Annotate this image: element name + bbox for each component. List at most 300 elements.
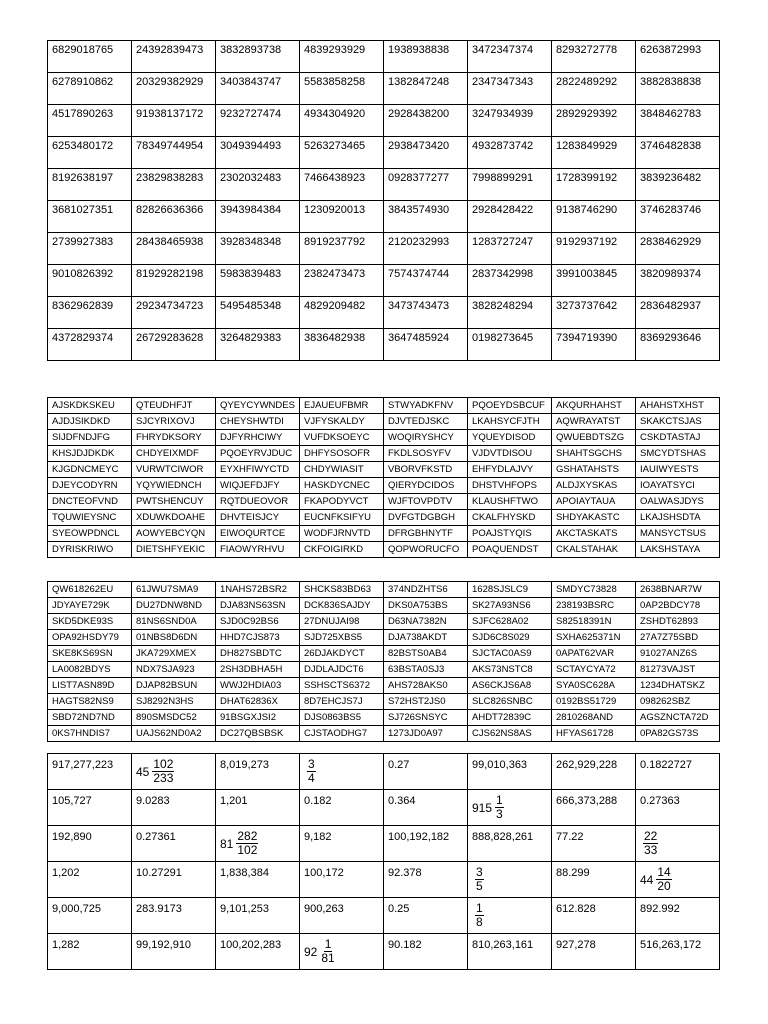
table-cell: DFRGBHNYTF <box>384 526 468 542</box>
table-cell: DYRISKRIWO <box>48 542 132 558</box>
fraction-denominator: 102 <box>237 843 258 857</box>
fraction-whole: 45 <box>136 764 150 779</box>
table-cell: 0.25 <box>384 898 468 934</box>
table-cell: JKA729XMEX <box>132 646 216 662</box>
table-cell: CHDYWIASIT <box>300 462 384 478</box>
table-cell: 2938473420 <box>384 137 468 169</box>
table-cell: 1728399192 <box>552 169 636 201</box>
table-row <box>48 598 720 614</box>
fraction <box>152 758 174 785</box>
table-cell: 4372829374 <box>48 329 132 361</box>
table-row <box>48 137 720 169</box>
table-cell: CHEYSHWTDI <box>216 414 300 430</box>
table-cell: LKAHSYCFJTH <box>468 414 552 430</box>
table-cell: 3836482938 <box>300 329 384 361</box>
table-cell: SBD72ND7ND <box>48 710 132 726</box>
table-cell: 3049394493 <box>216 137 300 169</box>
table-cell: QTEUDHFJT <box>132 398 216 414</box>
table-cell: EJAUEUFBMR <box>300 398 384 414</box>
table-cell: 105,727 <box>48 790 132 826</box>
table-cell: 892.992 <box>636 898 720 934</box>
mixed-fraction <box>136 758 174 785</box>
table-row <box>48 398 720 414</box>
fraction-numerator: 3 <box>308 757 315 771</box>
table-cell: 2836482937 <box>636 297 720 329</box>
table-cell: 0.27 <box>384 754 468 790</box>
table-cell <box>636 826 720 862</box>
table-cell: 0AP2BDCY78 <box>636 598 720 614</box>
table-cell: 5983839483 <box>216 265 300 297</box>
table-cell: HFYAS61728 <box>552 726 636 742</box>
table-cell: AOWYEBCYQN <box>132 526 216 542</box>
table-cell: 1382847248 <box>384 73 468 105</box>
table-cell <box>300 934 384 970</box>
table-cell: SMDYC73828 <box>552 582 636 598</box>
fraction-whole: 81 <box>220 836 234 851</box>
mixed-fraction <box>220 830 258 857</box>
table-cell: 3273737642 <box>552 297 636 329</box>
table-row <box>48 694 720 710</box>
table-cell: 374NDZHTS6 <box>384 582 468 598</box>
table-cell: SCTAYCYA72 <box>552 662 636 678</box>
table-cell: STWYADKFNV <box>384 398 468 414</box>
table-row <box>48 462 720 478</box>
table-cell: DIETSHFYEKIC <box>132 542 216 558</box>
table-cell <box>636 862 720 898</box>
table-cell: 2810268AND <box>552 710 636 726</box>
table-cell: D63NA7382N <box>384 614 468 630</box>
table-cell: 5583858258 <box>300 73 384 105</box>
table-cell: 0APAT62VAR <box>552 646 636 662</box>
fraction-denominator: 4 <box>308 771 315 785</box>
table-row <box>48 446 720 462</box>
table-cell: SJ8292N3HS <box>132 694 216 710</box>
table-cell: YQYWIEDNCH <box>132 478 216 494</box>
table-cell: 6263872993 <box>636 41 720 73</box>
table-cell: APOIAYTAUA <box>552 494 636 510</box>
table-row <box>48 494 720 510</box>
table-cell: DKS0A753BS <box>384 598 468 614</box>
table-cell: 10.27291 <box>132 862 216 898</box>
table-cell: S72HST2JS0 <box>384 694 468 710</box>
table-cell: 1938938838 <box>384 41 468 73</box>
table-cell: SYA0SC628A <box>552 678 636 694</box>
fraction <box>495 794 504 821</box>
table-cell: 26DJAKDYCT <box>300 646 384 662</box>
table-cell: 0928377277 <box>384 169 468 201</box>
table-cell: 61JWU7SMA9 <box>132 582 216 598</box>
table-cell: AS6CKJS6A8 <box>468 678 552 694</box>
table-cell: 3843574930 <box>384 201 468 233</box>
table-row <box>48 710 720 726</box>
table-cell: 4932873742 <box>468 137 552 169</box>
table-cell: 7394719390 <box>552 329 636 361</box>
table-row <box>48 201 720 233</box>
table-cell: 77.22 <box>552 826 636 862</box>
table-cell: 2838462929 <box>636 233 720 265</box>
table-cell: AGSZNCTA72D <box>636 710 720 726</box>
table-row <box>48 169 720 201</box>
table-cell: 91BSGXJSI2 <box>216 710 300 726</box>
table-cell <box>300 754 384 790</box>
table-cell: DH827SBDTC <box>216 646 300 662</box>
table-cell: 100,172 <box>300 862 384 898</box>
table-cell: AKCTASKATS <box>552 526 636 542</box>
table-cell: 192,890 <box>48 826 132 862</box>
table-row <box>48 678 720 694</box>
table-cell: 2822489292 <box>552 73 636 105</box>
table-row <box>48 934 720 970</box>
table-row <box>48 862 720 898</box>
table-row <box>48 265 720 297</box>
table-cell: AHAHSTXHST <box>636 398 720 414</box>
table-cell: 1,282 <box>48 934 132 970</box>
table-cell: DJEYCODYRN <box>48 478 132 494</box>
mixed-fraction <box>472 902 484 929</box>
table-cell: SJCYRIXOVJ <box>132 414 216 430</box>
table-cell: SXHA625371N <box>552 630 636 646</box>
table-cell: 3472347374 <box>468 41 552 73</box>
table-row <box>48 329 720 361</box>
table-cell: EYXHFIWYCTD <box>216 462 300 478</box>
table-cell: 238193BSRC <box>552 598 636 614</box>
table-cell: LKAJSHSDTA <box>636 510 720 526</box>
table-cell: AJDJSIKDKD <box>48 414 132 430</box>
table-cell: SHDYAKASTC <box>552 510 636 526</box>
fraction-numerator: 1 <box>476 901 483 915</box>
table-cell: 78349744954 <box>132 137 216 169</box>
table-cell: 098262SBZ <box>636 694 720 710</box>
table-cell: 4517890263 <box>48 105 132 137</box>
table-cell: RQTDUEOVOR <box>216 494 300 510</box>
table-cell: QIERYDCIDOS <box>384 478 468 494</box>
table-cell: 0.1822727 <box>636 754 720 790</box>
table-cell: EHFYDLAJVY <box>468 462 552 478</box>
table-cell: SJD6C8S029 <box>468 630 552 646</box>
table-cell: 0192BS51729 <box>552 694 636 710</box>
table-cell: HHD7CJS873 <box>216 630 300 646</box>
table-cell: PWTSHENCUY <box>132 494 216 510</box>
fraction <box>475 866 484 893</box>
table-cell: 283.9173 <box>132 898 216 934</box>
table-cell: 1283727247 <box>468 233 552 265</box>
table-cell: 23829838283 <box>132 169 216 201</box>
table-cell: SJFC628A02 <box>468 614 552 630</box>
table-cell: LIST7ASN89D <box>48 678 132 694</box>
table-row <box>48 510 720 526</box>
table-cell: CHDYEIXMDF <box>132 446 216 462</box>
table-cell: 9.0283 <box>132 790 216 826</box>
table-cell: DJFYRHCIWY <box>216 430 300 446</box>
table-row <box>48 582 720 598</box>
table-cell: HASKDYCNEC <box>300 478 384 494</box>
table-row <box>48 41 720 73</box>
table-cell: VBORVFKSTD <box>384 462 468 478</box>
table-cell: CKALSTAHAK <box>552 542 636 558</box>
table-cell: 0.27361 <box>132 826 216 862</box>
table-cell: DJAP82BSUN <box>132 678 216 694</box>
table-cell: SK27A93NS6 <box>468 598 552 614</box>
table-cell: DU27DNW8ND <box>132 598 216 614</box>
table-cell: 516,263,172 <box>636 934 720 970</box>
table-cell: DCK836SAJDY <box>300 598 384 614</box>
table-row <box>48 233 720 265</box>
table-cell: CKALFHYSKD <box>468 510 552 526</box>
table-cell: SKE8KS69SN <box>48 646 132 662</box>
fraction-numerator: 1 <box>496 793 503 807</box>
table-cell: 27DNUJAI98 <box>300 614 384 630</box>
table-cell: SSHSCTS6372 <box>300 678 384 694</box>
table-cell: YQUEYDISOD <box>468 430 552 446</box>
table-cell: 8D7EHCJS7J <box>300 694 384 710</box>
table-cell: 2638BNAR7W <box>636 582 720 598</box>
table-cell: 5263273465 <box>300 137 384 169</box>
table-cell: 8293272778 <box>552 41 636 73</box>
table-cell: 27A7Z75SBD <box>636 630 720 646</box>
table-cell: IAUIWYESTS <box>636 462 720 478</box>
table-cell: PQOEYDSBCUF <box>468 398 552 414</box>
table-cell: 2892929392 <box>552 105 636 137</box>
table-cell: 99,010,363 <box>468 754 552 790</box>
table-cell: 1,202 <box>48 862 132 898</box>
fraction-denominator: 5 <box>476 879 483 893</box>
table-cell: 3647485924 <box>384 329 468 361</box>
table-cell: 29234734723 <box>132 297 216 329</box>
table-cell: 82826636366 <box>132 201 216 233</box>
table-cell: 90.182 <box>384 934 468 970</box>
table-cell: FHRYDKSORY <box>132 430 216 446</box>
table-cell: S82518391N <box>552 614 636 630</box>
table-row <box>48 662 720 678</box>
table-row <box>48 790 720 826</box>
table-cell: 91027ANZ6S <box>636 646 720 662</box>
table-cell: 1,201 <box>216 790 300 826</box>
table-cell: WOQIRYSHCY <box>384 430 468 446</box>
table-cell: 3828248294 <box>468 297 552 329</box>
table-cell: 890SMSDC52 <box>132 710 216 726</box>
fraction-whole: 44 <box>640 872 654 887</box>
fraction-numerator: 1 <box>324 937 332 951</box>
table-cell: 612.828 <box>552 898 636 934</box>
mixed-number-table <box>47 753 720 970</box>
fraction <box>307 758 316 785</box>
table-cell: 888,828,261 <box>468 826 552 862</box>
table-cell: SHCKS83BD63 <box>300 582 384 598</box>
table-cell: SJ726SNSYC <box>384 710 468 726</box>
table-cell: 9010826392 <box>48 265 132 297</box>
table-cell: 7574374744 <box>384 265 468 297</box>
table-cell: 24392839473 <box>132 41 216 73</box>
letter-code-table <box>47 397 720 558</box>
table-cell: 9138746290 <box>552 201 636 233</box>
table-cell: QOPWORUCFO <box>384 542 468 558</box>
table-cell: 6278910862 <box>48 73 132 105</box>
table-cell: 2SH3DBHA5H <box>216 662 300 678</box>
table-cell: 810,263,161 <box>468 934 552 970</box>
table-cell: 99,192,910 <box>132 934 216 970</box>
table-cell: 262,929,228 <box>552 754 636 790</box>
table-row <box>48 630 720 646</box>
table-cell: QW618262EU <box>48 582 132 598</box>
table-cell: 900,263 <box>300 898 384 934</box>
table-cell: IOAYATSYCI <box>636 478 720 494</box>
alphanumeric-code-table <box>47 581 720 742</box>
table-cell: 6829018765 <box>48 41 132 73</box>
table-row <box>48 105 720 137</box>
numeric-code-table <box>47 40 720 361</box>
table-row <box>48 826 720 862</box>
fraction-denominator: 33 <box>644 843 658 857</box>
table-cell: SKAKCTSJAS <box>636 414 720 430</box>
table-cell: SLC826SNBC <box>468 694 552 710</box>
table-cell: 3839236482 <box>636 169 720 201</box>
table-cell: DJVTEDJSKC <box>384 414 468 430</box>
fraction-numerator: 22 <box>644 829 658 843</box>
table-row <box>48 73 720 105</box>
table-cell: 3403843747 <box>216 73 300 105</box>
table-cell: 3820989374 <box>636 265 720 297</box>
table-cell: 4934304920 <box>300 105 384 137</box>
table-cell <box>468 862 552 898</box>
mixed-fraction <box>472 866 484 893</box>
table-cell: DJS0863BS5 <box>300 710 384 726</box>
table-row <box>48 614 720 630</box>
table-row <box>48 726 720 742</box>
table-cell: 81NS6SND0A <box>132 614 216 630</box>
table-cell: WODFJRNVTD <box>300 526 384 542</box>
mixed-fraction <box>304 758 316 785</box>
table-cell: 3928348348 <box>216 233 300 265</box>
table-cell: XDUWKDOAHE <box>132 510 216 526</box>
table-cell: 8192638197 <box>48 169 132 201</box>
table-cell: 2382473473 <box>300 265 384 297</box>
table-cell: CJSTAODHG7 <box>300 726 384 742</box>
table-cell: FIAOWYRHVU <box>216 542 300 558</box>
table-cell: OPA92HSDY79 <box>48 630 132 646</box>
table-cell: 666,373,288 <box>552 790 636 826</box>
table-row <box>48 754 720 790</box>
table-cell: 2837342998 <box>468 265 552 297</box>
table-cell: 8919237792 <box>300 233 384 265</box>
fraction-denominator: 20 <box>657 879 671 893</box>
table-cell: 1NAHS72BSR2 <box>216 582 300 598</box>
table-row <box>48 646 720 662</box>
table-cell: 2302032483 <box>216 169 300 201</box>
table-cell: 6253480172 <box>48 137 132 169</box>
table-cell: SIJDFNDJFG <box>48 430 132 446</box>
table-cell: 3943984384 <box>216 201 300 233</box>
table-cell: NDX7SJA923 <box>132 662 216 678</box>
table-cell: 3832893738 <box>216 41 300 73</box>
table-cell: CKFOIGIRKD <box>300 542 384 558</box>
table-cell: WIQJEFDJFY <box>216 478 300 494</box>
table-cell: 0PA82GS73S <box>636 726 720 742</box>
fraction-whole: 915 <box>472 800 493 815</box>
table-cell: 5495485348 <box>216 297 300 329</box>
fraction <box>236 830 258 857</box>
table-cell: VJDVTDISOU <box>468 446 552 462</box>
table-cell: 2928428422 <box>468 201 552 233</box>
table-cell: DC27QBSBSK <box>216 726 300 742</box>
table-cell: 0.364 <box>384 790 468 826</box>
table-cell: VJFYSKALDY <box>300 414 384 430</box>
table-cell: 3746482838 <box>636 137 720 169</box>
table-cell: 2120232993 <box>384 233 468 265</box>
table-cell <box>468 790 552 826</box>
table-cell: KLAUSHFTWO <box>468 494 552 510</box>
table-cell: PQOEYRVJDUC <box>216 446 300 462</box>
table-cell: AHS728AKS0 <box>384 678 468 694</box>
table-cell: UAJS62ND0A2 <box>132 726 216 742</box>
table-row <box>48 526 720 542</box>
table-cell: SJD0C92BS6 <box>216 614 300 630</box>
table-cell: POAQUENDST <box>468 542 552 558</box>
fraction-numerator: 14 <box>657 865 671 879</box>
table-cell: 3882838838 <box>636 73 720 105</box>
table-cell: 2347347343 <box>468 73 552 105</box>
table-cell: SHAHTSGCHS <box>552 446 636 462</box>
table-cell: 9,000,725 <box>48 898 132 934</box>
table-cell: DVFGTDGBGH <box>384 510 468 526</box>
table-cell: DHFYSOSOFR <box>300 446 384 462</box>
table-row <box>48 898 720 934</box>
table-cell: DJA83NS63SN <box>216 598 300 614</box>
fraction-numerator: 282 <box>237 829 258 843</box>
mixed-fraction <box>304 938 336 965</box>
table-cell: 2739927383 <box>48 233 132 265</box>
table-cell: AJSKDKSKEU <box>48 398 132 414</box>
table-cell: 92.378 <box>384 862 468 898</box>
table-cell: 3746283746 <box>636 201 720 233</box>
table-cell: DNCTEOFVND <box>48 494 132 510</box>
fraction <box>643 830 658 857</box>
mixed-fraction <box>640 866 672 893</box>
table-cell: QYEYCYWNDES <box>216 398 300 414</box>
table-cell: 88.299 <box>552 862 636 898</box>
table-cell: 01NBS8D6DN <box>132 630 216 646</box>
fraction-whole: 92 <box>304 944 318 959</box>
table-cell: 1283849929 <box>552 137 636 169</box>
fraction-denominator: 81 <box>321 951 335 965</box>
table-cell: 1230920013 <box>300 201 384 233</box>
table-cell: 3247934939 <box>468 105 552 137</box>
table-cell: VUFDKSOEYC <box>300 430 384 446</box>
table-cell: GSHATAHSTS <box>552 462 636 478</box>
table-cell: 7466438923 <box>300 169 384 201</box>
table-cell: 3991003845 <box>552 265 636 297</box>
fraction <box>656 866 671 893</box>
table-cell: JDYAYE729K <box>48 598 132 614</box>
table-cell <box>468 898 552 934</box>
table-cell <box>132 754 216 790</box>
table-cell: WJFTOVPDTV <box>384 494 468 510</box>
table-cell: 7998899291 <box>468 169 552 201</box>
table-cell: 9192937192 <box>552 233 636 265</box>
fraction-denominator: 233 <box>153 771 174 785</box>
table-cell <box>216 826 300 862</box>
table-cell: 0.27363 <box>636 790 720 826</box>
table-cell: 9,101,253 <box>216 898 300 934</box>
table-cell: SJCTAC0AS9 <box>468 646 552 662</box>
table-row <box>48 414 720 430</box>
table-cell: 0.182 <box>300 790 384 826</box>
table-cell: 100,192,182 <box>384 826 468 862</box>
mixed-fraction <box>472 794 504 821</box>
table-cell: 927,278 <box>552 934 636 970</box>
table-cell: EUCNFKSIFYU <box>300 510 384 526</box>
table-cell: 0KS7HNDIS7 <box>48 726 132 742</box>
table-cell: ZSHDT62893 <box>636 614 720 630</box>
